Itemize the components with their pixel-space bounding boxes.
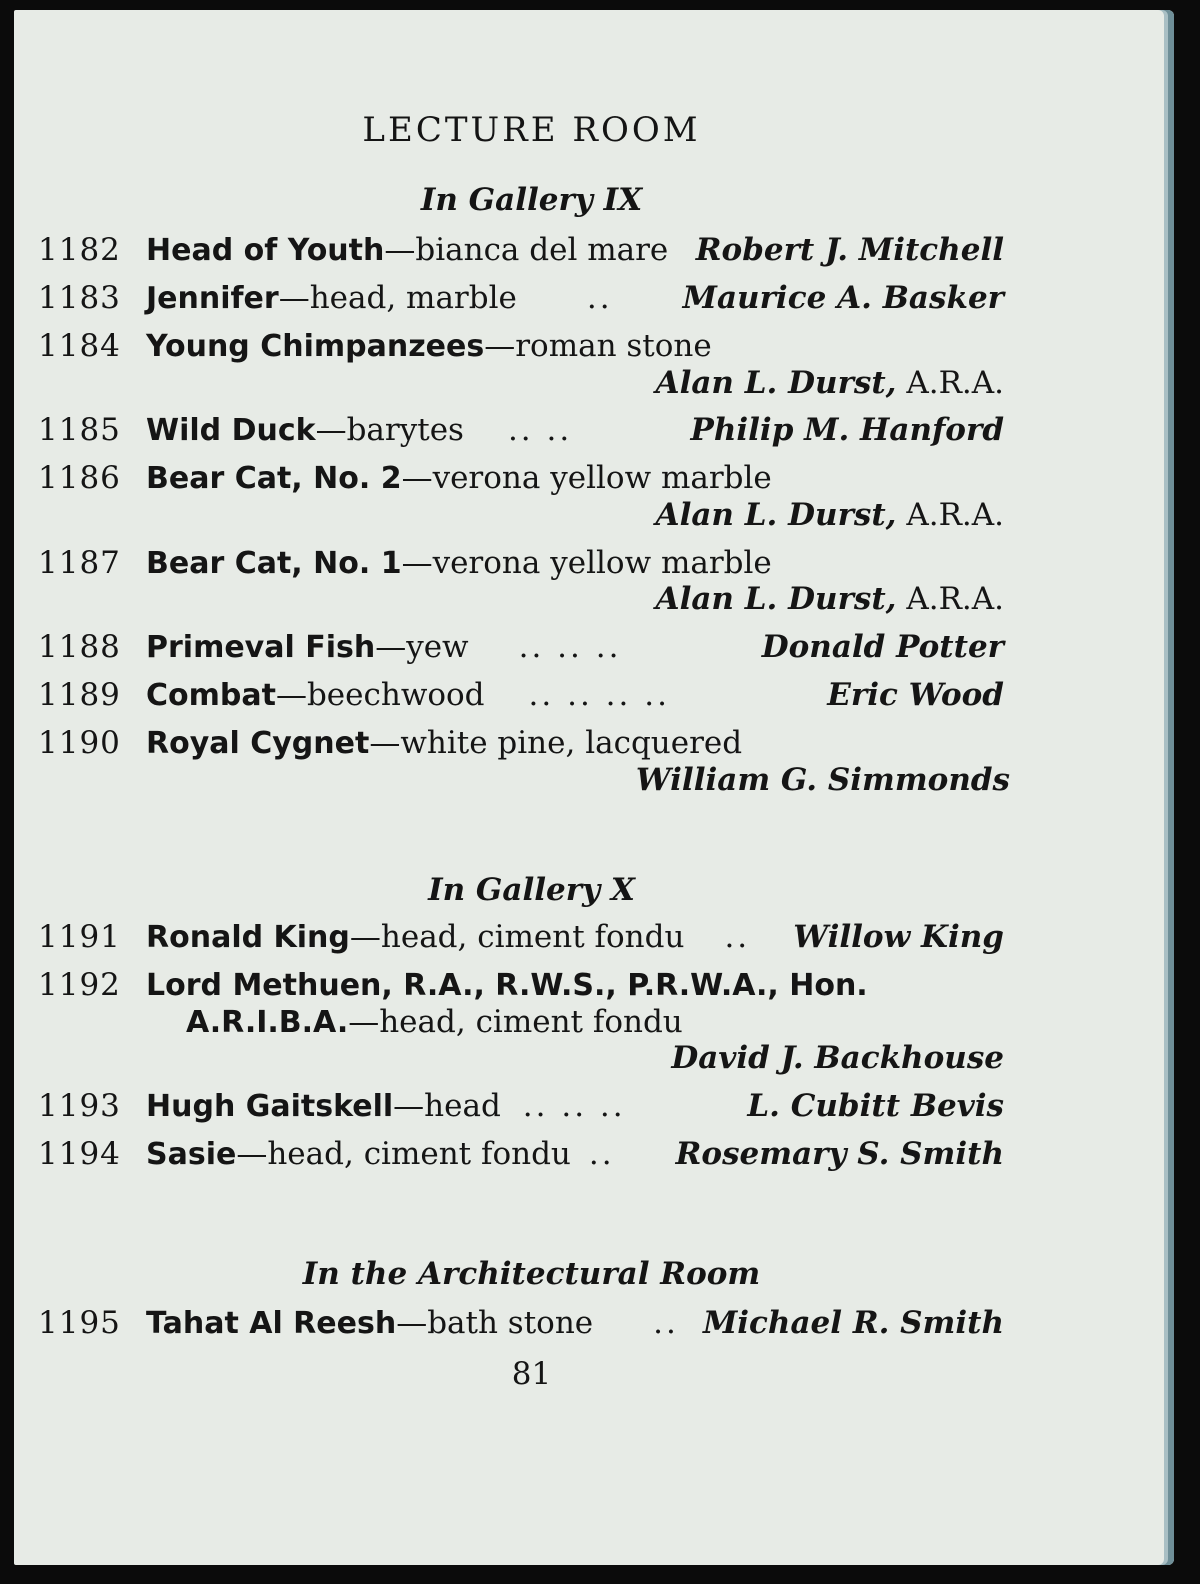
entry-material: —head — [393, 1088, 501, 1124]
entry-artist — [676, 1136, 1004, 1172]
catalogue-entry-1192-artist-line — [14, 1040, 1174, 1090]
entry-artist — [747, 1088, 1004, 1124]
section-heading-gallery-x: In Gallery X — [428, 872, 635, 908]
entry-artist — [696, 232, 1004, 268]
dot-leader: .. — [724, 919, 751, 955]
artist-name: Rosemary S. Smith — [675, 1136, 1004, 1172]
artist-name: Alan L. Durst, — [655, 365, 897, 401]
entry-description — [146, 677, 670, 713]
entry-description — [146, 232, 668, 268]
entry-description — [146, 280, 613, 316]
entry-title: Head of Youth — [146, 233, 385, 268]
dot-leader: .. — [588, 1136, 615, 1172]
dot-leader: .. .. .. .. — [528, 677, 670, 713]
artist-name: Philip M. Hanford — [690, 412, 1004, 448]
section-heading-gallery-ix: In Gallery IX — [420, 182, 643, 218]
entry-title: Tahat Al Reesh — [146, 1306, 397, 1341]
entry-number: 1189 — [38, 677, 121, 713]
entry-artist — [762, 629, 1004, 665]
entry-material: —head, marble — [278, 280, 517, 316]
dot-leader: .. .. .. — [518, 629, 622, 665]
catalogue-entry-1189 — [14, 677, 1174, 727]
entry-material: —verona yellow marble — [401, 545, 772, 581]
catalogue-entry-1194 — [14, 1136, 1174, 1186]
entry-artist — [703, 1305, 1004, 1341]
artist-name: Willow King — [793, 919, 1004, 955]
catalogue-entry-1182 — [14, 232, 1174, 282]
entry-number: 1194 — [38, 1136, 121, 1172]
entry-material: —head, ciment fondu — [348, 1004, 683, 1040]
artist-name: Michael R. Smith — [702, 1305, 1004, 1341]
entry-material: —bianca del mare — [384, 232, 669, 268]
entry-description — [146, 725, 742, 761]
entry-material: —head, ciment fondu — [236, 1136, 571, 1172]
artist-honours: A.R.A. — [896, 497, 1004, 533]
entry-material: —white pine, lacquered — [369, 725, 743, 761]
artist-name: Donald Potter — [761, 629, 1004, 665]
catalogue-entry-1195 — [14, 1305, 1174, 1355]
artist-name: David J. Backhouse — [671, 1040, 1004, 1076]
entry-description-continued — [186, 1004, 683, 1040]
entry-title: Bear Cat, No. 1 — [146, 546, 402, 581]
entry-number: 1185 — [38, 412, 121, 448]
catalogue-page — [14, 10, 1174, 1565]
entry-artist — [827, 677, 1004, 713]
entry-title-continued: A.R.I.B.A. — [186, 1005, 349, 1040]
artist-name: Maurice A. Basker — [682, 280, 1004, 316]
entry-title: Primeval Fish — [146, 630, 376, 665]
catalogue-entry-1186-artist-line — [14, 497, 1174, 547]
entry-number: 1183 — [38, 280, 121, 316]
catalogue-entry-1193 — [14, 1088, 1174, 1138]
catalogue-entry-1185 — [14, 412, 1174, 462]
entry-description — [146, 629, 621, 665]
entry-description — [146, 1088, 626, 1124]
entry-material: —barytes — [315, 412, 464, 448]
entry-description — [146, 460, 772, 496]
entry-title: Sasie — [146, 1137, 237, 1172]
entry-material: —verona yellow marble — [401, 460, 772, 496]
entry-artist — [683, 280, 1004, 316]
catalogue-entry-1184-artist-line — [14, 365, 1174, 415]
entry-artist — [793, 919, 1004, 955]
entry-number: 1182 — [38, 232, 121, 268]
entry-title: Bear Cat, No. 2 — [146, 461, 402, 496]
artist-name: William G. Simmonds — [635, 762, 1010, 798]
entry-artist — [671, 1040, 1004, 1076]
entry-artist — [656, 497, 1004, 533]
page-title: LECTURE ROOM — [362, 110, 701, 150]
dot-leader: .. — [586, 280, 613, 316]
entry-material: —bath stone — [396, 1305, 594, 1341]
entry-number: 1188 — [38, 629, 121, 665]
section-heading-architectural-room: In the Architectural Room — [302, 1256, 761, 1292]
entry-number: 1192 — [38, 967, 121, 1003]
entry-description — [146, 1305, 679, 1341]
page-number: 81 — [511, 1356, 552, 1392]
entry-description — [146, 1136, 615, 1172]
entry-artist — [656, 581, 1004, 617]
entry-material: —beechwood — [275, 677, 485, 713]
artist-name: Alan L. Durst, — [655, 581, 897, 617]
entry-description — [146, 545, 772, 581]
artist-name: Robert J. Mitchell — [695, 232, 1004, 268]
entry-description — [146, 328, 712, 364]
entry-number: 1187 — [38, 545, 121, 581]
entry-title: Combat — [146, 678, 276, 713]
dot-leader: .. .. — [507, 412, 573, 448]
entry-artist — [636, 762, 1010, 798]
artist-name: Alan L. Durst, — [655, 497, 897, 533]
catalogue-entry-1187-artist-line — [14, 581, 1174, 631]
entry-title: Wild Duck — [146, 413, 316, 448]
catalogue-entry-1190-artist-line — [14, 762, 1174, 812]
entry-material: —roman stone — [484, 328, 712, 364]
catalogue-entry-1191 — [14, 919, 1174, 969]
artist-honours: A.R.A. — [896, 365, 1004, 401]
entry-description — [146, 412, 572, 448]
dot-leader: .. — [653, 1305, 679, 1341]
entry-description — [146, 967, 868, 1003]
entry-title: Royal Cygnet — [146, 726, 370, 761]
entry-number: 1191 — [38, 919, 121, 955]
entry-title: Ronald King — [146, 920, 350, 955]
entry-material: —head, ciment fondu — [349, 919, 685, 955]
entry-number: 1190 — [38, 725, 121, 761]
entry-material: —yew — [375, 629, 469, 665]
catalogue-entry-1183 — [14, 280, 1174, 330]
entry-title: Young Chimpanzees — [146, 329, 485, 364]
artist-honours: A.R.A. — [896, 581, 1004, 617]
artist-name: Eric Wood — [827, 677, 1004, 713]
artist-name: L. Cubitt Bevis — [747, 1088, 1004, 1124]
entry-number: 1184 — [38, 328, 121, 364]
entry-artist — [691, 412, 1004, 448]
entry-number: 1186 — [38, 460, 121, 496]
entry-description — [146, 919, 750, 955]
entry-title: Jennifer — [146, 281, 279, 316]
entry-artist — [656, 365, 1004, 401]
entry-title: Hugh Gaitskell — [146, 1089, 394, 1124]
entry-number: 1195 — [38, 1305, 121, 1341]
dot-leader: .. .. .. — [522, 1088, 626, 1124]
entry-title: Lord Methuen, R.A., R.W.S., P.R.W.A., Hon. — [146, 968, 868, 1003]
entry-number: 1193 — [38, 1088, 121, 1124]
catalogue-entry-1188 — [14, 629, 1174, 679]
